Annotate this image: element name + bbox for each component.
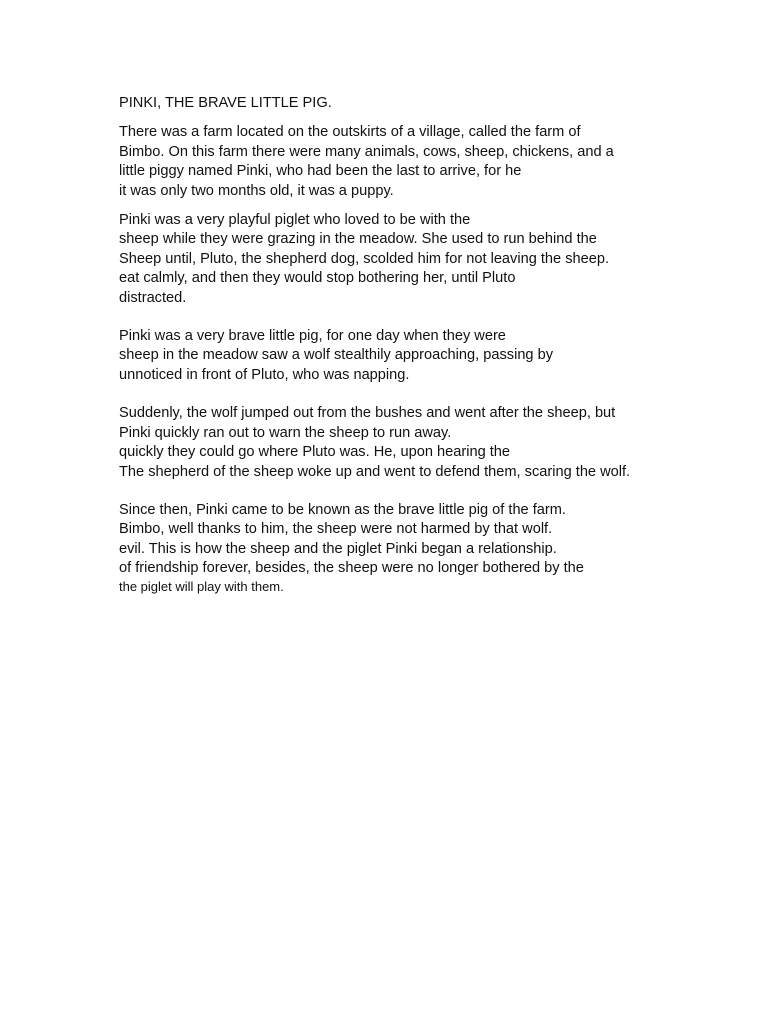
paragraph-line: evil. This is how the sheep and the piglet Pinki began a relationship. [119, 540, 557, 557]
paragraph-line: the piglet will play with them. [119, 578, 284, 594]
paragraph-line: sheep in the meadow saw a wolf stealthily approaching, passing by [119, 347, 554, 364]
paragraph-line: Suddenly, the wolf jumped out from the bushes and went after the sheep, but [119, 405, 616, 422]
paragraph-line: Pinki was a very playful piglet who loved to be with the [119, 212, 471, 229]
paragraph-line: eat calmly, and then they would stop bothering her, until Pluto [119, 270, 516, 287]
paragraph-line: Bimbo. On this farm there were many animals, cows, sheep, chickens, and a [119, 143, 614, 160]
paragraph-line: quickly they could go where Pluto was. He, upon hearing the [119, 444, 511, 461]
paragraph-line: Since then, Pinki came to be known as the brave little pig of the farm. [119, 501, 566, 518]
paragraph-line: unnoticed in front of Pluto, who was napping. [119, 366, 410, 383]
paragraph-line: of friendship forever, besides, the sheep were no longer bothered by the [119, 560, 584, 577]
paragraph-line: distracted. [119, 289, 187, 306]
paragraph-line: Pinki was a very brave little pig, for one day when they were [119, 328, 506, 345]
document-title: PINKI, THE BRAVE LITTLE PIG. [119, 95, 332, 111]
paragraph-line: Pinki quickly ran out to warn the sheep to run away. [119, 424, 452, 441]
paragraph-spacer [119, 385, 719, 404]
paragraph-spacer [119, 482, 719, 501]
paragraph-line: There was a farm located on the outskirts of a village, called the farm of [119, 124, 581, 141]
paragraph-spacer [119, 308, 719, 327]
paragraph-line: little piggy named Pinki, who had been the last to arrive, for he [119, 163, 522, 180]
paragraph-line: Sheep until, Pluto, the shepherd dog, scolded him for not leaving the sheep. [119, 250, 610, 267]
paragraph-line: it was only two months old, it was a puppy. [119, 182, 394, 199]
paragraph-2 [119, 211, 719, 308]
paragraph-spacer [119, 201, 719, 211]
paragraph-3 [119, 327, 719, 385]
paragraph-1 [119, 123, 719, 201]
paragraph-line: The shepherd of the sheep woke up and went to defend them, scaring the wolf. [119, 463, 631, 480]
paragraph-line: sheep while they were grazing in the meadow. She used to run behind the [119, 231, 597, 248]
paragraph-line: Bimbo, well thanks to him, the sheep were not harmed by that wolf. [119, 521, 553, 538]
paragraph-4 [119, 404, 719, 482]
paragraph-5 [119, 501, 719, 595]
document-body [119, 94, 719, 595]
